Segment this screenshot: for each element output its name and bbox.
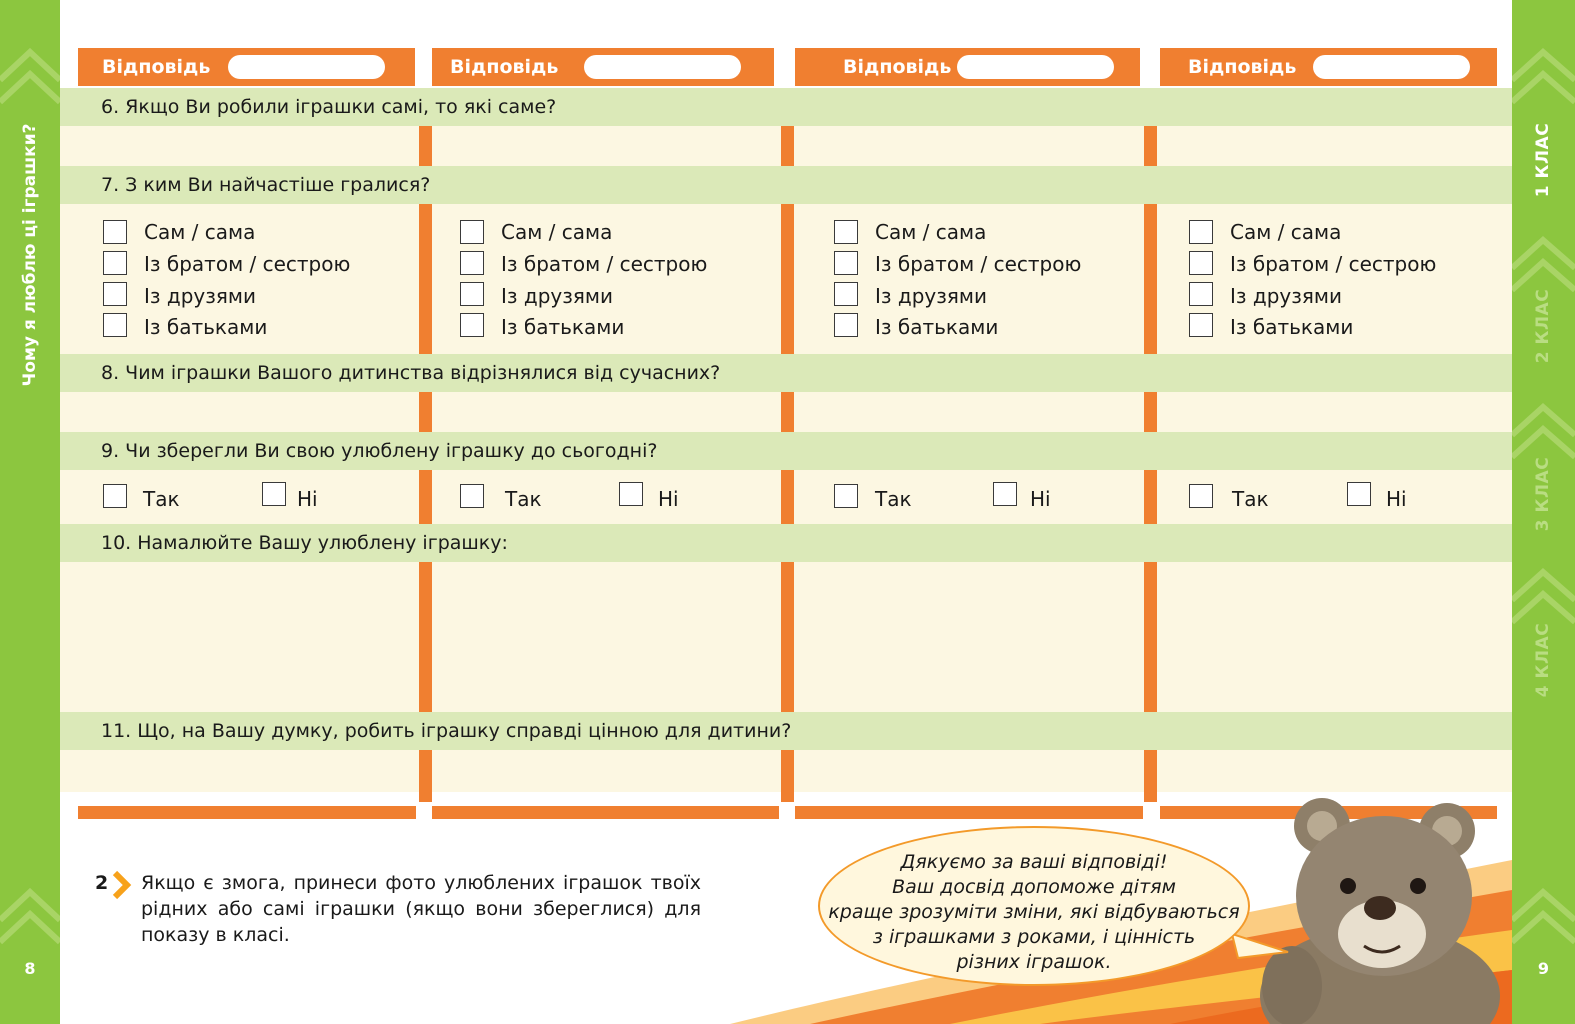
q7-option-label: Із батьками [144, 315, 268, 339]
grade-tab-3[interactable]: 3 КЛАС [1533, 456, 1553, 532]
answer-header-4 [1160, 48, 1497, 86]
answer-header-3 [795, 48, 1140, 86]
question-6: 6. Якщо Ви робили іграшки самі, то які саме? [101, 96, 557, 118]
q9-no-label: Ні [658, 487, 679, 511]
column-divider [419, 204, 432, 354]
q7-option-label: Із батьками [501, 315, 625, 339]
q7-option-label: Із братом / сестрою [501, 252, 708, 276]
chevron-decoration-icon [1512, 880, 1575, 960]
q7-option-label: Із батьками [1230, 315, 1354, 339]
grade-tab-4[interactable]: 4 КЛАС [1533, 622, 1553, 698]
q7-option-checkbox[interactable] [103, 282, 127, 306]
q7-option-label: Із друзями [1230, 284, 1343, 308]
column-divider [1144, 750, 1157, 802]
q7-option-checkbox[interactable] [103, 251, 127, 275]
q9-no-checkbox[interactable] [993, 482, 1017, 506]
column-divider [781, 750, 794, 802]
q9-no-label: Ні [1386, 487, 1407, 511]
q7-option-checkbox[interactable] [834, 251, 858, 275]
q9-yes-label: Так [505, 487, 542, 511]
q9-no-checkbox[interactable] [262, 482, 286, 506]
q9-yes-checkbox[interactable] [1189, 484, 1213, 508]
q7-option-label: Сам / сама [144, 220, 256, 244]
column-footer-bar [795, 806, 1143, 819]
q7-option-checkbox[interactable] [1189, 282, 1213, 306]
question-row-10 [60, 524, 1512, 562]
chevron-right-icon [107, 870, 133, 900]
column-divider [1144, 204, 1157, 354]
q7-option-label: Сам / сама [501, 220, 613, 244]
q7-option-checkbox[interactable] [460, 313, 484, 337]
q7-option-label: Із друзями [144, 284, 257, 308]
chevron-decoration-icon [0, 880, 60, 960]
question-9: 9. Чи зберегли Ви свою улюблену іграшку до сьогодні? [101, 440, 658, 462]
bubble-line: з іграшками з роками, і цінність [872, 926, 1196, 948]
page-number-left: 8 [24, 959, 36, 978]
column-divider [781, 470, 794, 524]
answer-name-field[interactable] [1313, 55, 1470, 79]
question-11: 11. Що, на Вашу думку, робить іграшку справді цінною для дитини? [101, 720, 792, 742]
q7-option-checkbox[interactable] [834, 282, 858, 306]
bubble-line: різних іграшок. [956, 951, 1112, 973]
q9-no-checkbox[interactable] [619, 482, 643, 506]
answer-header-label: Відповідь [450, 56, 559, 78]
teddy-bear-illustration [1252, 786, 1507, 1024]
column-divider [781, 126, 794, 166]
question-row-8 [60, 354, 1512, 392]
grade-tab-1[interactable]: 1 КЛАС [1533, 122, 1553, 198]
answer-header-2 [432, 48, 774, 86]
q9-yes-label: Так [875, 487, 912, 511]
q7-option-label: Із батьками [875, 315, 999, 339]
q7-option-checkbox[interactable] [834, 220, 858, 244]
q7-option-checkbox[interactable] [460, 282, 484, 306]
column-divider [781, 204, 794, 354]
q7-option-checkbox[interactable] [103, 220, 127, 244]
answer-header-label: Відповідь [843, 56, 952, 78]
column-divider [419, 392, 432, 432]
q7-option-label: Із братом / сестрою [1230, 252, 1437, 276]
q9-yes-checkbox[interactable] [103, 484, 127, 508]
chevron-decoration-icon [1512, 40, 1575, 120]
question-row-11 [60, 712, 1512, 750]
chevron-decoration-icon [0, 40, 60, 120]
q7-option-checkbox[interactable] [1189, 220, 1213, 244]
q7-option-checkbox[interactable] [1189, 313, 1213, 337]
right-sidebar [1512, 0, 1575, 1024]
question-row-6 [60, 88, 1512, 126]
answer-header-label: Відповідь [1188, 56, 1297, 78]
bubble-line: краще зрозуміти зміни, які відбуваються [828, 901, 1240, 923]
q9-yes-label: Так [143, 487, 180, 511]
column-divider [419, 750, 432, 802]
q7-option-label: Сам / сама [875, 220, 987, 244]
q7-option-label: Сам / сама [1230, 220, 1342, 244]
section-title: Чому я люблю ці іграшки? [20, 123, 40, 387]
task-number: 2 [95, 872, 109, 894]
thanks-speech-bubble [818, 826, 1250, 986]
q9-yes-label: Так [1232, 487, 1269, 511]
column-footer-bar [78, 806, 416, 819]
q7-option-checkbox[interactable] [834, 313, 858, 337]
question-10: 10. Намалюйте Вашу улюблену іграшку: [101, 532, 508, 554]
answer-name-field[interactable] [957, 55, 1114, 79]
column-divider [419, 562, 432, 712]
q7-option-checkbox[interactable] [103, 313, 127, 337]
column-divider [781, 562, 794, 712]
column-divider [1144, 562, 1157, 712]
question-row-7 [60, 166, 1512, 204]
q7-option-label: Із братом / сестрою [875, 252, 1082, 276]
column-divider [1144, 126, 1157, 166]
task-text: Якщо є змога, принеси фото улюблених іграшок твоїх рідних або самі іграшки (якщо вони збереглися) для показу в класі. [141, 872, 701, 946]
q7-option-label: Із братом / сестрою [144, 252, 351, 276]
column-divider [419, 470, 432, 524]
bubble-line: Ваш досвід допоможе дітям [892, 876, 1176, 898]
q7-option-label: Із друзями [501, 284, 614, 308]
question-7: 7. З ким Ви найчастіше гралися? [101, 174, 431, 196]
column-divider [1144, 392, 1157, 432]
q7-option-label: Із друзями [875, 284, 988, 308]
answer-name-field[interactable] [228, 55, 385, 79]
column-divider [781, 392, 794, 432]
answer-header-label: Відповідь [102, 56, 211, 78]
question-8: 8. Чим іграшки Вашого дитинства відрізнялися від сучасних? [101, 362, 721, 384]
q9-no-label: Ні [1030, 487, 1051, 511]
column-divider [1144, 470, 1157, 524]
grade-tab-2[interactable]: 2 КЛАС [1533, 288, 1553, 364]
q9-yes-checkbox[interactable] [460, 484, 484, 508]
page-number-right: 9 [1537, 959, 1550, 978]
q7-option-checkbox[interactable] [460, 251, 484, 275]
q7-option-checkbox[interactable] [460, 220, 484, 244]
q9-no-checkbox[interactable] [1347, 482, 1371, 506]
column-divider [419, 126, 432, 166]
column-footer-bar [432, 806, 779, 819]
q7-option-checkbox[interactable] [1189, 251, 1213, 275]
answer-name-field[interactable] [584, 55, 741, 79]
question-row-9 [60, 432, 1512, 470]
left-sidebar [0, 0, 60, 1024]
q9-yes-checkbox[interactable] [834, 484, 858, 508]
bubble-line: Дякуємо за ваші відповіді! [900, 851, 1168, 873]
answer-header-1 [78, 48, 415, 86]
q9-no-label: Ні [297, 487, 318, 511]
